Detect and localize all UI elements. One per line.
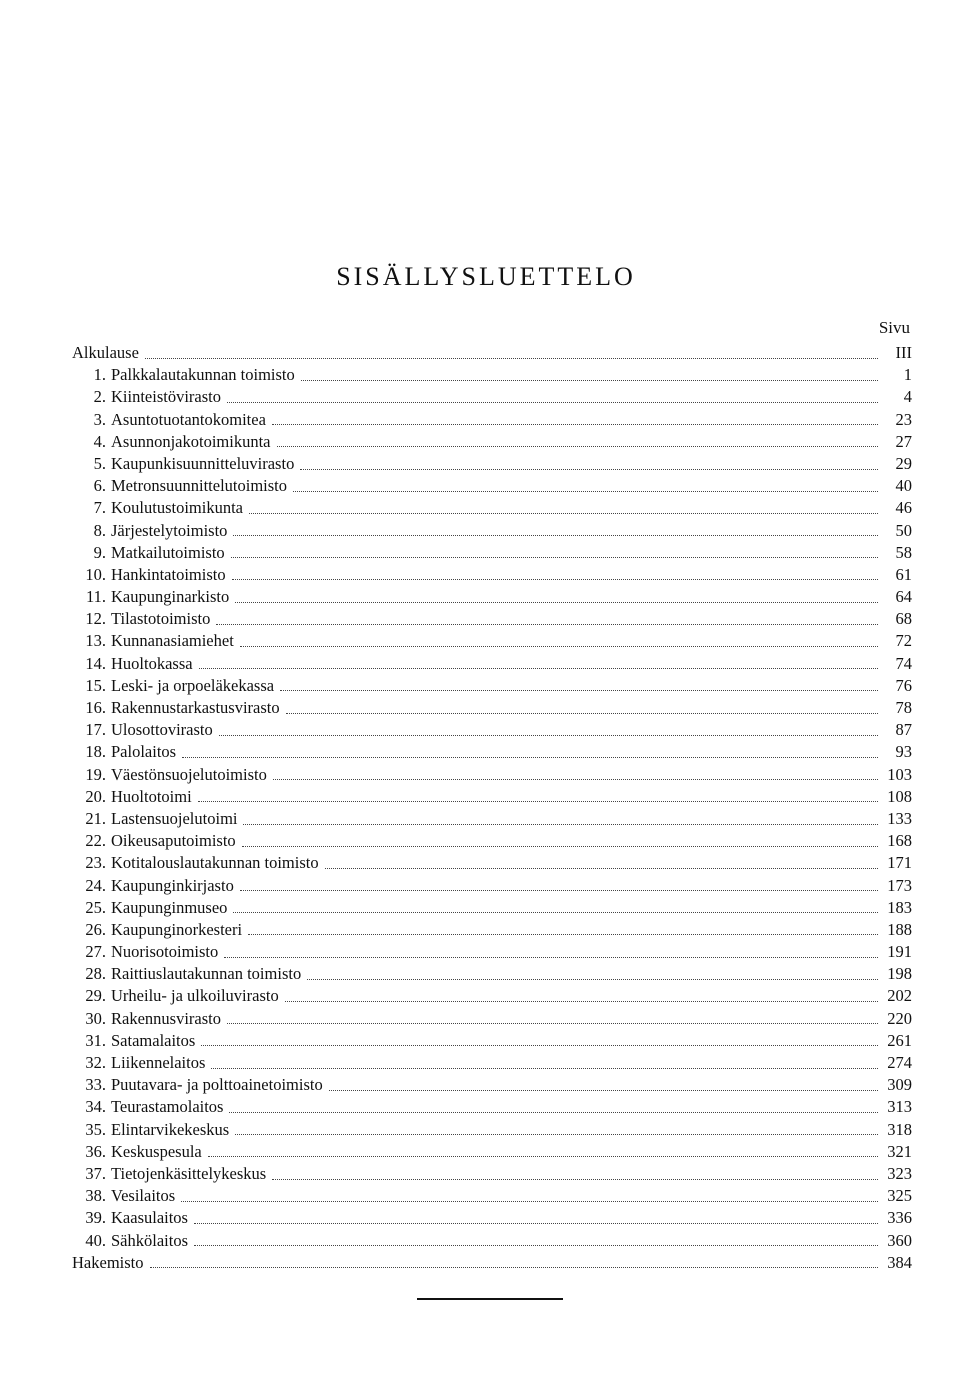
toc-dot-leader <box>277 446 879 447</box>
toc-dot-leader <box>216 624 878 625</box>
toc-entry-page: 103 <box>887 764 912 784</box>
toc-entry-number: 2. <box>93 387 106 407</box>
toc-entry <box>72 1230 912 1252</box>
toc-entry-page: 50 <box>895 520 912 540</box>
toc-entry-number: 20. <box>85 786 106 806</box>
toc-entry-number: 16. <box>85 698 106 717</box>
toc-dot-leader <box>329 1090 878 1091</box>
toc-entry <box>72 1141 912 1163</box>
toc-entry-number: 14. <box>85 653 106 673</box>
toc-entry-number: 17. <box>85 720 106 740</box>
toc-entry <box>72 431 912 453</box>
toc-entry-page: 261 <box>887 1030 912 1050</box>
toc-dot-leader <box>194 1245 878 1246</box>
toc-dot-leader <box>208 1156 878 1157</box>
toc-entry-title: Hakemisto <box>72 1252 144 1272</box>
toc-entry-page: 1 <box>903 365 912 385</box>
toc-entry-number: 35. <box>85 1119 106 1139</box>
toc-dot-leader <box>248 934 878 935</box>
toc-dot-leader <box>242 846 878 847</box>
toc-dot-leader <box>198 801 878 802</box>
toc-dot-leader <box>181 1201 878 1202</box>
toc-entry-page: 168 <box>887 831 912 851</box>
toc-entry-number: 15. <box>85 675 106 695</box>
toc-entry-number: 33. <box>85 1075 106 1095</box>
toc-entry <box>72 1074 912 1096</box>
toc-entry-page: 323 <box>887 1163 912 1183</box>
toc-dot-leader <box>273 779 878 780</box>
toc-entry-number: 18. <box>85 742 106 762</box>
toc-dot-leader <box>201 1045 878 1046</box>
toc-entry-title: Hankintatoimisto <box>111 564 226 584</box>
toc-entry <box>72 919 912 941</box>
toc-entry-page: 360 <box>887 1230 912 1250</box>
toc-entry-page: 108 <box>887 786 912 806</box>
toc-dot-leader <box>280 690 878 691</box>
toc-entry-number: 6. <box>93 476 106 496</box>
toc-entry-number: 40. <box>85 1230 106 1250</box>
toc-entry <box>72 675 912 697</box>
toc-entry-page: 76 <box>895 675 912 695</box>
toc-entry-title: Palolaitos <box>111 742 177 762</box>
toc-entry-number: 28. <box>85 964 106 984</box>
toc-entry-title: Lastensuojelutoimi <box>111 808 238 828</box>
toc-entry-title: Asunnonjakotoimikunta <box>111 431 271 451</box>
toc-entry-page: 183 <box>887 897 912 917</box>
toc-entry <box>72 342 912 364</box>
toc-entry-number: 23. <box>85 853 106 873</box>
toc-dot-leader <box>286 713 878 714</box>
toc-entry-title: Nuorisotoimisto <box>111 942 219 962</box>
toc-dot-leader <box>235 1134 878 1135</box>
toc-entry-number: 3. <box>93 409 106 429</box>
toc-entry-page: 318 <box>887 1119 912 1139</box>
divider-rule <box>417 1298 563 1300</box>
toc-entry-title: Koulutustoimikunta <box>111 498 243 518</box>
toc-entry-title: Teurastamolaitos <box>111 1097 224 1117</box>
toc-dot-leader <box>150 1267 879 1268</box>
toc-entry-page: 171 <box>887 853 912 873</box>
toc-entry-page: 64 <box>895 587 912 607</box>
toc-dot-leader <box>233 535 878 536</box>
toc-dot-leader <box>235 602 878 603</box>
toc-entry-title: Huoltotoimi <box>111 786 192 806</box>
toc-entry-title: Sähkölaitos <box>111 1230 188 1250</box>
toc-entry <box>72 630 912 652</box>
toc-dot-leader <box>199 668 878 669</box>
toc-entry-title: Elintarvikekeskus <box>111 1119 230 1139</box>
toc-entry <box>72 808 912 830</box>
toc-entry-number: 22. <box>85 831 106 851</box>
toc-entry-page: 27 <box>895 431 912 451</box>
page-title: SISÄLLYSLUETTELO <box>336 262 636 291</box>
toc-entry-number: 10. <box>85 564 106 584</box>
toc-dot-leader <box>307 979 878 980</box>
toc-entry-number: 26. <box>85 919 106 939</box>
toc-dot-leader <box>231 557 878 558</box>
toc-entry-number: 27. <box>85 942 106 962</box>
toc-entry-number: 30. <box>85 1008 106 1028</box>
toc-entry-page: 188 <box>887 919 912 939</box>
toc-entry-number: 8. <box>93 520 106 540</box>
toc-dot-leader <box>211 1068 878 1069</box>
toc-entry-title: Liikennelaitos <box>111 1053 206 1072</box>
toc-entry-title: Rakennustarkastusvirasto <box>111 698 280 717</box>
toc-entry-number: 9. <box>93 542 106 562</box>
toc-entry-number: 21. <box>85 808 106 828</box>
toc-entry-page: 313 <box>887 1097 912 1117</box>
toc-entry <box>72 653 912 675</box>
toc-entry-page: 61 <box>895 564 912 584</box>
toc-entry-number: 38. <box>85 1186 106 1206</box>
toc-entry-title: Metronsuunnittelutoimisto <box>111 476 287 496</box>
toc-entry-title: Satamalaitos <box>111 1030 196 1050</box>
toc-dot-leader <box>325 868 878 869</box>
toc-entry-page: 29 <box>895 453 912 473</box>
toc-entry-title: Ulosottovirasto <box>111 720 213 740</box>
toc-entry <box>72 475 912 497</box>
toc-entry <box>72 1185 912 1207</box>
toc-entry-page: III <box>895 343 912 362</box>
table-of-contents <box>72 342 912 1274</box>
toc-entry-page: 321 <box>887 1141 912 1161</box>
toc-entry <box>72 875 912 897</box>
toc-entry-title: Tietojenkäsittelykeskus <box>111 1163 267 1183</box>
toc-entry <box>72 364 912 386</box>
toc-entry-number: 34. <box>85 1097 106 1117</box>
toc-dot-leader <box>300 469 878 470</box>
toc-entry-title: Kaupunginmuseo <box>111 897 228 917</box>
toc-entry <box>72 1119 912 1141</box>
toc-entry-page: 74 <box>895 653 912 673</box>
toc-entry <box>72 386 912 408</box>
toc-entry-page: 325 <box>887 1186 912 1206</box>
toc-entry-title: Oikeusaputoimisto <box>111 831 236 851</box>
toc-entry <box>72 719 912 741</box>
toc-entry-page: 23 <box>895 409 912 429</box>
toc-entry-number: 11. <box>85 587 106 607</box>
toc-dot-leader <box>182 757 878 758</box>
toc-entry <box>72 608 912 630</box>
toc-entry-title: Kaupunkisuunnitteluvirasto <box>111 453 295 473</box>
toc-entry <box>72 520 912 542</box>
toc-entry-title: Väestönsuojelutoimisto <box>111 764 267 784</box>
toc-entry-title: Puutavara- ja polttoainetoimisto <box>111 1075 323 1095</box>
toc-dot-leader <box>229 1112 878 1113</box>
toc-entry-title: Kunnanasiamiehet <box>111 631 234 651</box>
toc-entry-number: 32. <box>85 1053 106 1072</box>
toc-entry-title: Kaupunginarkisto <box>111 587 230 607</box>
toc-entry-page: 173 <box>887 875 912 895</box>
toc-dot-leader <box>227 402 878 403</box>
toc-entry-page: 220 <box>887 1008 912 1028</box>
toc-entry <box>72 564 912 586</box>
toc-entry <box>72 786 912 808</box>
toc-entry-page: 191 <box>887 942 912 962</box>
toc-entry-page: 68 <box>895 609 912 629</box>
page-column-label: Sivu <box>878 318 910 337</box>
toc-entry <box>72 1008 912 1030</box>
toc-entry-title: Kaupunginorkesteri <box>111 919 243 939</box>
toc-entry-number: 31. <box>85 1030 106 1050</box>
toc-entry-title: Palkkalautakunnan toimisto <box>111 365 295 385</box>
toc-entry-number: 7. <box>93 498 106 518</box>
toc-entry <box>72 697 912 719</box>
toc-entry-page: 309 <box>887 1075 912 1095</box>
toc-entry-number: 36. <box>85 1141 106 1161</box>
toc-entry <box>72 830 912 852</box>
toc-dot-leader <box>233 912 878 913</box>
toc-entry-title: Huoltokassa <box>111 653 193 673</box>
toc-entry-number: 5. <box>93 453 106 473</box>
toc-entry-page: 274 <box>887 1053 912 1072</box>
toc-dot-leader <box>285 1001 878 1002</box>
toc-dot-leader <box>301 380 878 381</box>
toc-entry-title: Kiinteistövirasto <box>111 387 221 407</box>
toc-entry-page: 384 <box>887 1252 912 1272</box>
toc-entry-title: Raittiuslautakunnan toimisto <box>111 964 302 984</box>
toc-entry-page: 72 <box>895 631 912 651</box>
toc-entry <box>72 1163 912 1185</box>
toc-entry-title: Keskuspesula <box>111 1141 202 1161</box>
toc-entry-title: Urheilu- ja ulkoiluvirasto <box>111 986 279 1006</box>
toc-entry <box>72 497 912 519</box>
toc-entry-number: 1. <box>93 365 106 385</box>
toc-entry-title: Matkailutoimisto <box>111 542 225 562</box>
toc-dot-leader <box>272 424 878 425</box>
toc-entry <box>72 586 912 608</box>
toc-entry-page: 4 <box>903 387 912 407</box>
toc-entry-number: 24. <box>85 875 106 895</box>
toc-dot-leader <box>240 890 878 891</box>
toc-entry <box>72 985 912 1007</box>
toc-entry-number: 29. <box>85 986 106 1006</box>
toc-dot-leader <box>243 824 878 825</box>
toc-entry-page: 87 <box>895 720 912 740</box>
toc-entry-page: 202 <box>887 986 912 1006</box>
toc-entry-title: Asuntotuotantokomitea <box>111 409 266 429</box>
toc-entry <box>72 1096 912 1118</box>
toc-entry-title: Järjestelytoimisto <box>111 520 228 540</box>
toc-dot-leader <box>232 579 878 580</box>
toc-dot-leader <box>145 358 878 359</box>
toc-entry <box>72 1252 912 1274</box>
toc-entry-number: 4. <box>93 431 106 451</box>
toc-entry <box>72 764 912 786</box>
toc-dot-leader <box>227 1023 878 1024</box>
toc-entry <box>72 1030 912 1052</box>
toc-entry-page: 93 <box>895 742 912 762</box>
toc-dot-leader <box>240 646 878 647</box>
toc-entry-page: 133 <box>887 808 912 828</box>
toc-entry <box>72 409 912 431</box>
toc-entry <box>72 941 912 963</box>
toc-entry-number: 37. <box>85 1163 106 1183</box>
toc-entry <box>72 542 912 564</box>
toc-entry-page: 198 <box>887 964 912 984</box>
toc-entry-title: Alkulause <box>72 343 139 362</box>
toc-entry-title: Vesilaitos <box>111 1186 176 1206</box>
toc-entry-page: 78 <box>895 698 912 717</box>
toc-dot-leader <box>224 957 878 958</box>
toc-entry-number: 25. <box>85 897 106 917</box>
toc-entry-number: 39. <box>85 1208 106 1228</box>
toc-entry <box>72 741 912 763</box>
toc-entry-title: Kaupunginkirjasto <box>111 875 234 895</box>
toc-entry <box>72 1207 912 1229</box>
toc-entry <box>72 1052 912 1074</box>
toc-entry-title: Leski- ja orpoeläkekassa <box>111 675 275 695</box>
toc-dot-leader <box>272 1179 878 1180</box>
toc-entry-number: 13. <box>85 631 106 651</box>
toc-entry-title: Kaasulaitos <box>111 1208 188 1228</box>
toc-dot-leader <box>249 513 878 514</box>
toc-entry <box>72 453 912 475</box>
toc-entry <box>72 963 912 985</box>
toc-dot-leader <box>219 735 878 736</box>
toc-entry-title: Kotitalouslautakunnan toimisto <box>111 853 319 873</box>
toc-entry <box>72 897 912 919</box>
toc-dot-leader <box>293 491 878 492</box>
toc-entry-title: Tilastotoimisto <box>111 609 211 629</box>
toc-entry-number: 19. <box>85 764 106 784</box>
toc-entry-page: 336 <box>887 1208 912 1228</box>
toc-entry-page: 46 <box>895 498 912 518</box>
toc-entry-page: 58 <box>895 542 912 562</box>
toc-dot-leader <box>194 1223 878 1224</box>
toc-entry-title: Rakennusvirasto <box>111 1008 221 1028</box>
toc-entry-number: 12. <box>85 609 106 629</box>
toc-entry <box>72 852 912 874</box>
toc-entry-page: 40 <box>895 476 912 496</box>
